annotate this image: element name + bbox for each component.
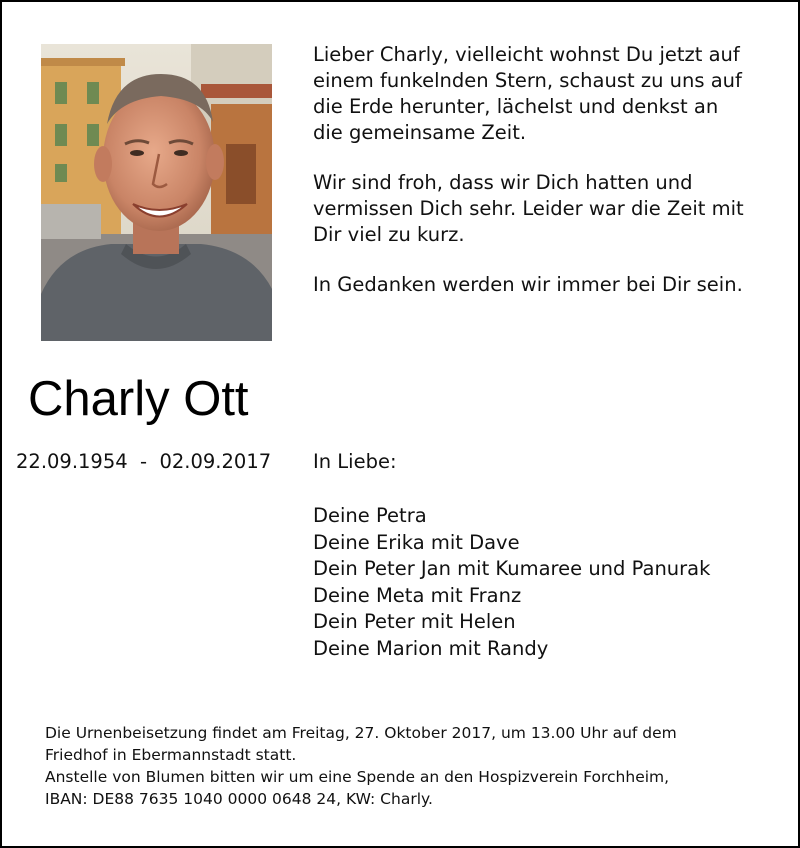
mourner-item: Deine Erika mit Dave <box>313 530 520 554</box>
mourner-item: Deine Meta mit Franz <box>313 583 522 607</box>
poem-line: die Erde herunter, lächelst und denkst an <box>313 95 719 118</box>
mourner-item: Deine Petra <box>313 504 427 527</box>
notice-line: Die Urnenbeisetzung findet am Freitag, 27. Oktober 2017, um 13.00 Uhr auf dem <box>45 724 677 742</box>
mourner-item: Dein Peter Jan mit Kumaree und Panurak <box>313 557 711 580</box>
poem-line: In Gedanken werden wir immer bei Dir sein. <box>313 273 743 296</box>
poem-stanza-1 <box>313 42 793 146</box>
notice-line: IBAN: DE88 7635 1040 0000 0648 24, KW: Charly. <box>45 790 433 808</box>
notice-line: Friedhof in Ebermannstadt statt. <box>45 746 297 764</box>
poem-line: Lieber Charly, vielleicht wohnst Du jetzt auf <box>313 43 740 66</box>
poem-line: Wir sind froh, dass wir Dich hatten und <box>313 171 693 194</box>
mourner-item: Deine Marion mit Randy <box>313 636 549 660</box>
poem-stanza-2 <box>313 170 793 248</box>
portrait-photo <box>41 44 272 341</box>
notice-line: Anstelle von Blumen bitten wir um eine Spende an den Hospizverein Forchheim, <box>45 768 670 786</box>
funeral-notice <box>45 722 785 810</box>
mourners-list <box>313 503 793 662</box>
life-dates: 22.09.1954 - 02.09.2017 <box>16 450 272 473</box>
mourner-item: Dein Peter mit Helen <box>313 610 516 633</box>
family-intro: In Liebe: <box>313 450 397 473</box>
poem-line: die gemeinsame Zeit. <box>313 121 527 144</box>
poem-stanza-3 <box>313 272 793 298</box>
poem-line: einem funkelnden Stern, schaust zu uns auf <box>313 69 742 92</box>
deceased-name: Charly Ott <box>28 372 249 426</box>
poem <box>313 42 793 322</box>
poem-line: vermissen Dich sehr. Leider war die Zeit mit <box>313 197 744 220</box>
portrait-image <box>41 44 272 341</box>
poem-line: Dir viel zu kurz. <box>313 223 465 246</box>
